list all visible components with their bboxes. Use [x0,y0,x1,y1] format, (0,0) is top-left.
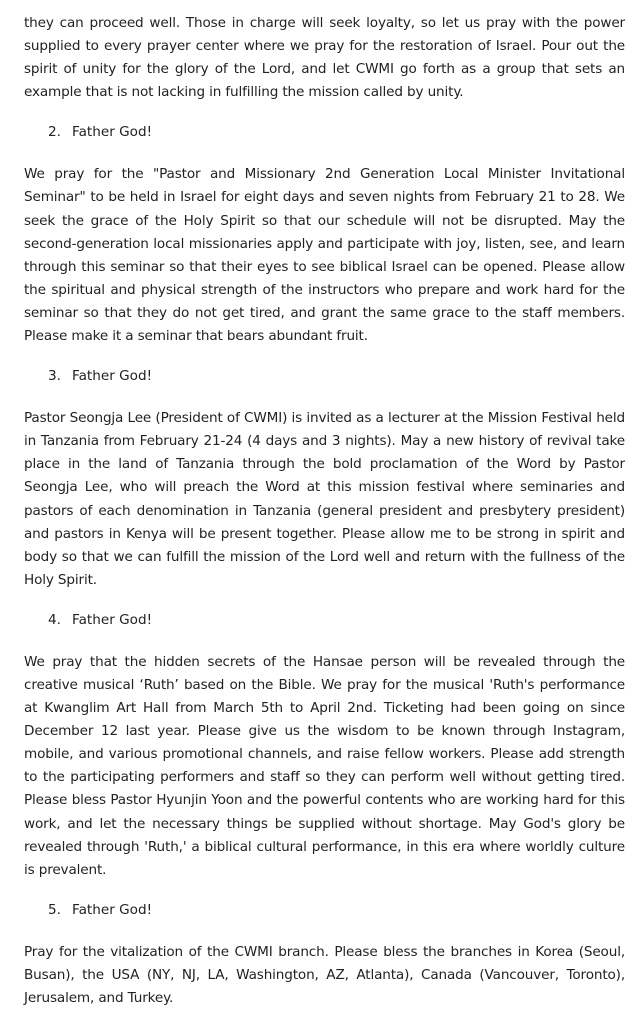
heading-text: Father God! [72,368,153,385]
paragraph-2: We pray for the "Pastor and Missionary 2nd Generation Local Minister Invitational Seminar" to be held in Israel for eight days and seven nights from February 21 to 28. We seek the grace of the Holy Spirit so that our schedule will not be disrupted. May the second-generation local missionaries apply and participate with joy, listen, see, and learn through this seminar so that their eyes to see biblical Israel can be opened. Please allow the spiritual and physical strength of the instructors who prepare and work hard for the seminar so that they do not get tired, and grant the same grace to the staff members. Please make it a seminar that bears abundant fruit. [24,166,625,345]
paragraph-5: Pray for the vitalization of the CWMI branch. Please bless the branches in Korea (Seoul, Busan), the USA (NY, NJ, LA, Washington, AZ, Atlanta), Canada (Vancouver, Toronto), Jerusalem, and Turkey. [24,943,625,1006]
paragraph-4: We pray that the hidden secrets of the Hansae person will be revealed through the creative musical ‘Ruth’ based on the Bible. We pray for the musical 'Ruth's performance at Kwanglim Art Hall from March 5th to April 2nd. Ticketing had been going on since December 12 last year. Please give us the wisdom to be known through Instagram, mobile, and various promotional channels, and raise fellow workers. Please add strength to the participating performers and staff so they can perform well without getting tired. Please bless Pastor Hyunjin Yoon and the powerful contents who are working hard for this work, and let the necessary things be supplied without shortage. May God's glory be revealed through 'Ruth,' a biblical cultural performance, in this era where worldly culture is prevalent. [24,653,625,878]
heading-text: Father God! [72,611,153,628]
prayer-heading-5 [24,899,625,922]
heading-number: 3. [48,368,61,385]
heading-text: Father God! [72,901,153,918]
paragraph-3: Pastor Seongja Lee (President of CWMI) is invited as a lecturer at the Mission Festival held in Tanzania from February 21-24 (4 days and 3 nights). May a new history of revival take place in the land of Tanzania through the bold proclamation of the Word by Pastor Seongja Lee, who will preach the Word at this mission festival where seminaries and pastors of each denomination in Tanzania (general president and presbytery president) and pastors in Kenya will be present together. Please allow me to be strong in spirit and body so that we can fulfill the mission of the Lord well and return with the fullness of the Holy Spirit. [24,410,625,588]
heading-number: 4. [48,611,61,628]
paragraph-1-continued: they can proceed well. Those in charge will seek loyalty, so let us pray with the power supplied to every prayer center where we pray for the restoration of Israel. Pour out the spirit of unity for the glory of the Lord, and let CWMI go forth as a group that sets an example that is not lacking in fulfilling the mission called by unity. [24,15,625,101]
heading-number: 5. [48,901,61,918]
document-body [24,12,625,1010]
prayer-heading-3 [24,365,625,388]
heading-text: Father God! [72,124,153,141]
prayer-heading-2 [24,121,625,144]
heading-number: 2. [48,124,61,141]
prayer-heading-4 [24,609,625,632]
